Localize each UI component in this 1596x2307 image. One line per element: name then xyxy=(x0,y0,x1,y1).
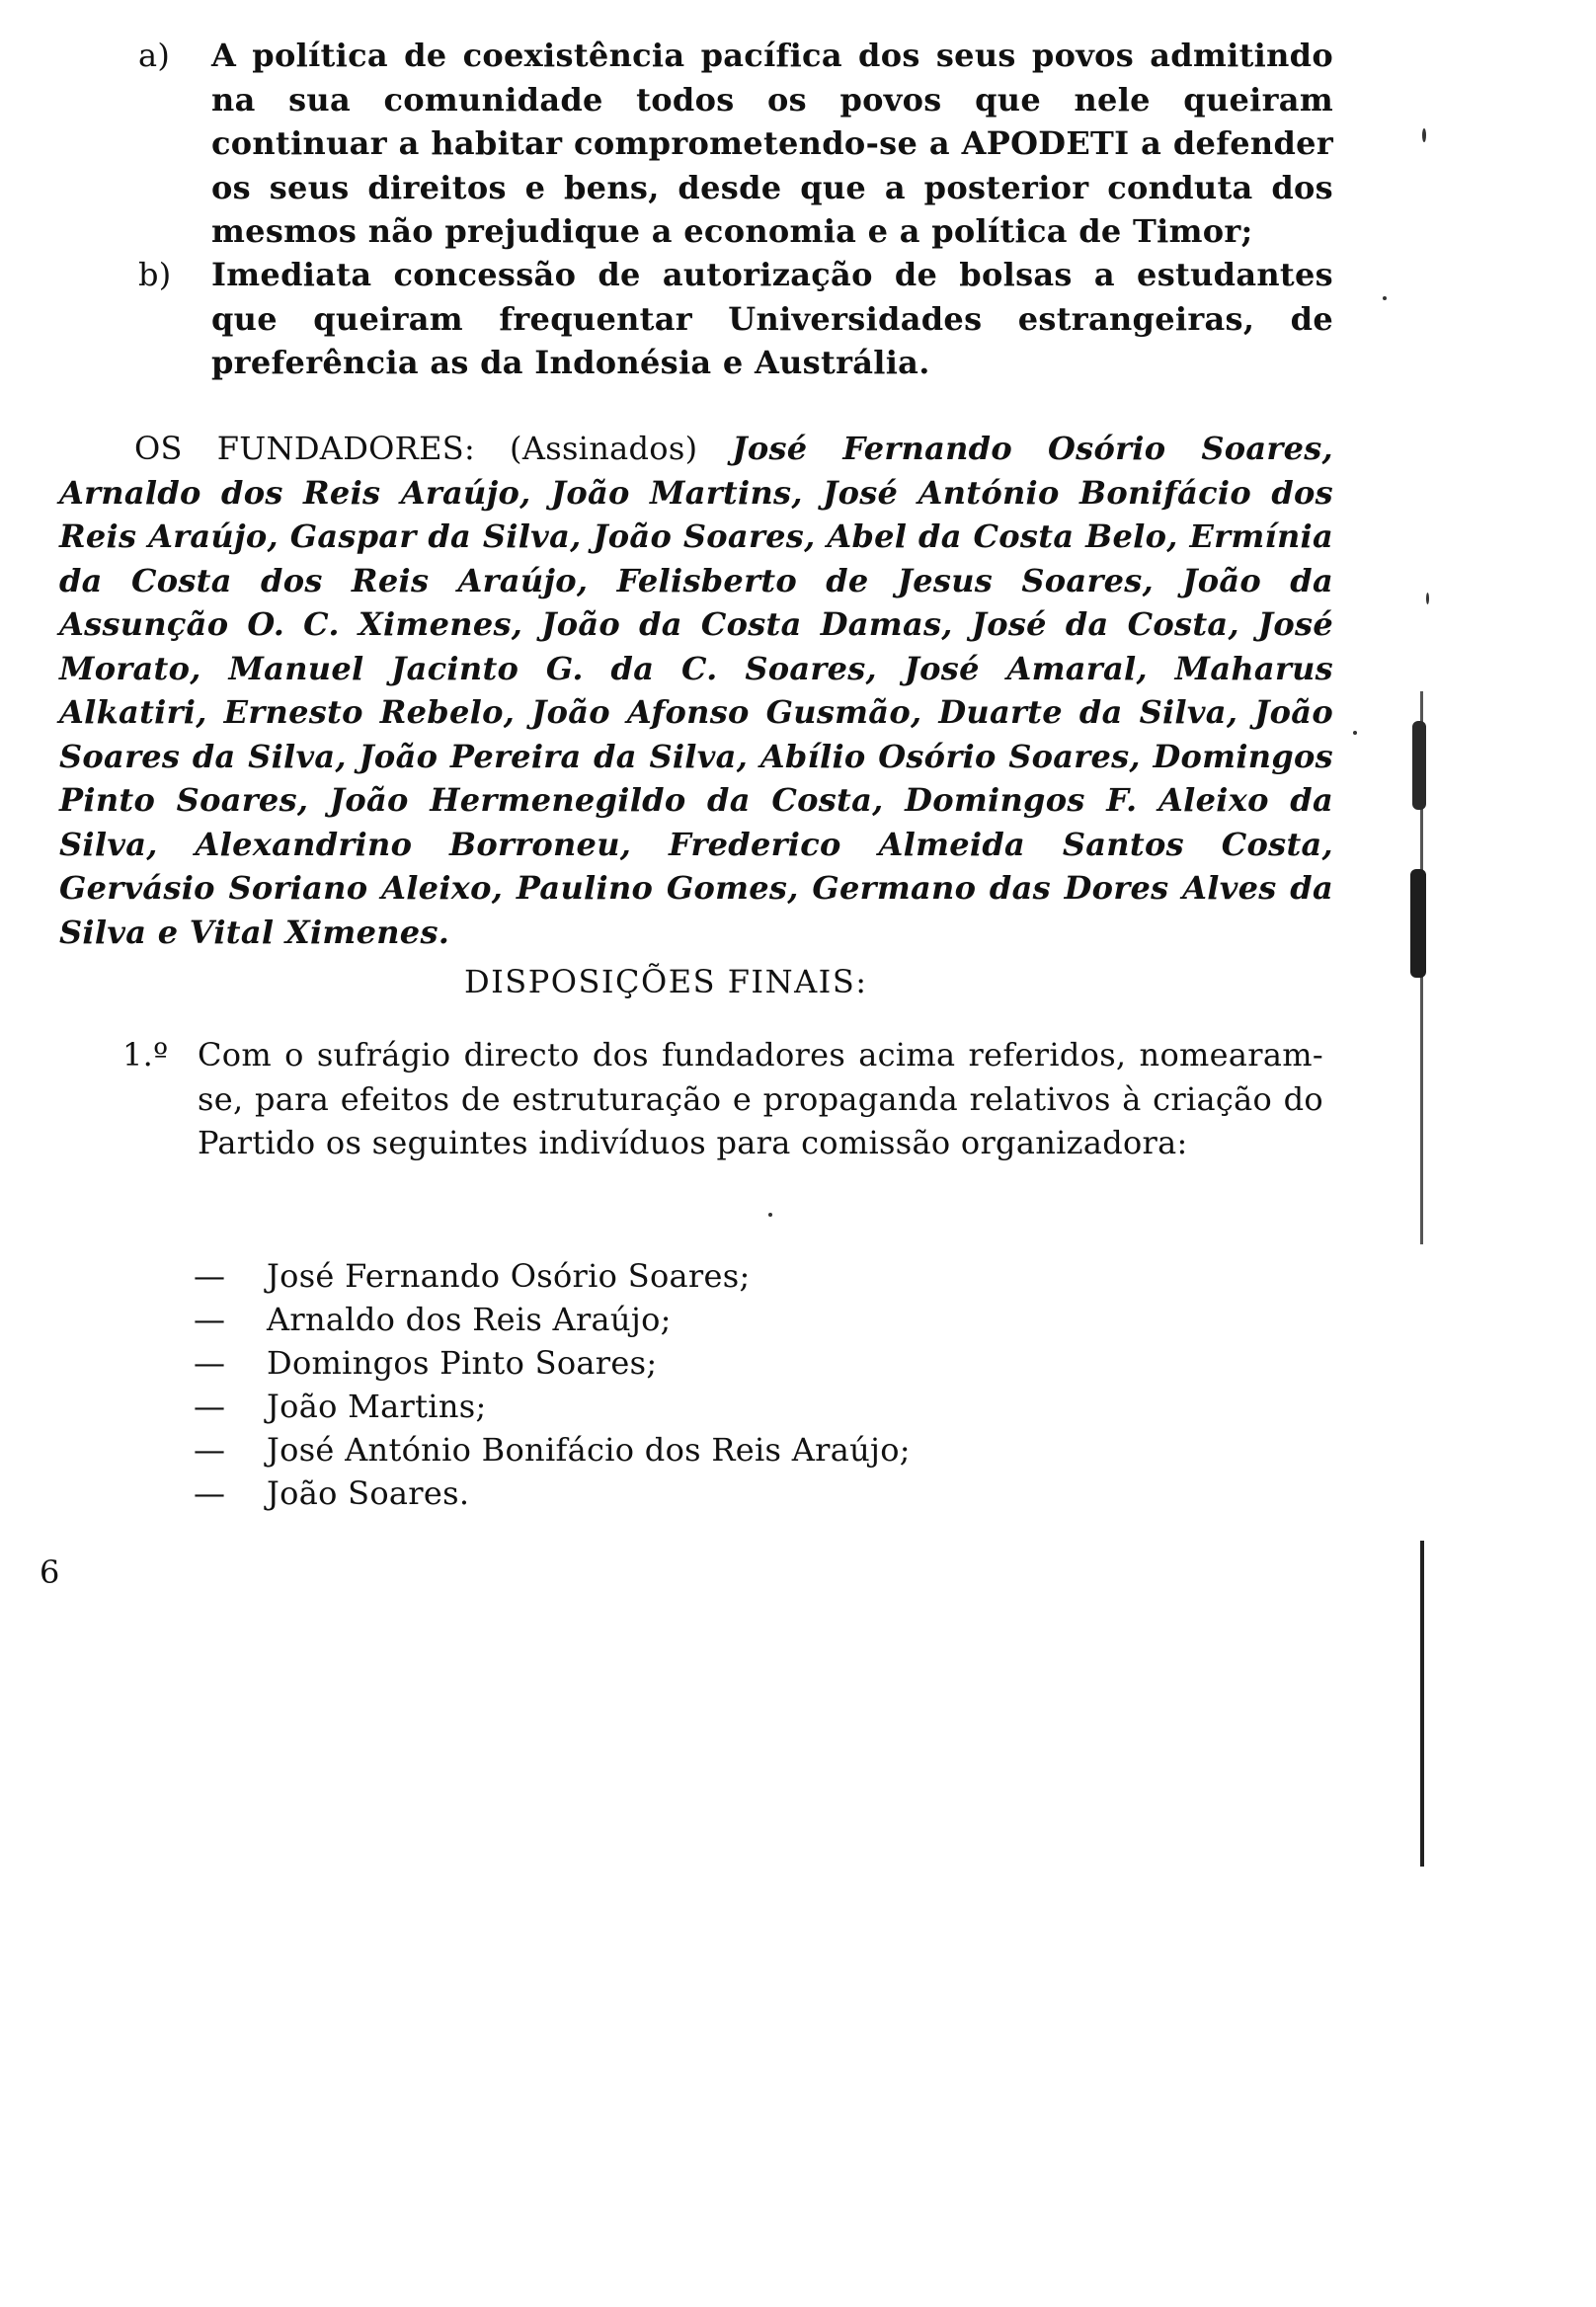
dash-mark: — xyxy=(194,1431,226,1469)
list-item-text: A política de coexistência pacífica dos seus povos admitindo na sua comunidade todos os povos que nele queiram continuar a habitar comprometendo-se a APODETI a defender os seus direitos e bens, desde que a posterior conduta dos mesmos não prejudique a economia e a política de Timor; xyxy=(211,37,1333,250)
committee-member xyxy=(194,1298,1082,1341)
dash-mark: — xyxy=(194,1301,226,1338)
section-heading: DISPOSIÇÕES FINAIS: xyxy=(464,963,868,1000)
scan-speck xyxy=(1383,296,1387,300)
committee-member-name: João Soares. xyxy=(267,1474,470,1512)
scan-speck xyxy=(1353,731,1357,735)
committee-member-name: Arnaldo dos Reis Araújo; xyxy=(267,1301,672,1338)
list-item-b xyxy=(138,253,1333,391)
scan-speck xyxy=(768,1213,772,1217)
dash-mark: — xyxy=(194,1257,226,1295)
dash-mark: — xyxy=(194,1344,226,1382)
committee-member xyxy=(194,1472,1082,1515)
committee-member xyxy=(194,1254,1082,1298)
page-number: 6 xyxy=(40,1553,60,1591)
binding-edge-shadow xyxy=(1402,0,1442,1857)
dash-mark: — xyxy=(194,1474,226,1512)
final-provision-label: 1.º xyxy=(122,1036,169,1074)
final-provision-text: Com o sufrágio directo dos fundadores acima referidos, nomearam-se, para efeitos de estruturação e propaganda relativos à criação do Partido os seguintes indivíduos para comissão organizadora: xyxy=(198,1036,1323,1161)
committee-member-name: José António Bonifácio dos Reis Araújo; xyxy=(267,1431,911,1469)
founders-lead: OS FUNDADORES: (Assinados) xyxy=(134,430,698,467)
committee-member xyxy=(194,1341,1082,1385)
committee-member-name: Domingos Pinto Soares; xyxy=(267,1344,658,1382)
list-item-text: Imediata concessão de autorização de bolsas a estudantes que queiram frequentar Universidades estrangeiras, de preferência as da Indonésia e Austrália. xyxy=(211,256,1333,381)
committee-member xyxy=(194,1428,1082,1472)
list-item-a xyxy=(138,34,1333,261)
committee-member-name: João Martins; xyxy=(267,1388,487,1425)
list-item-label: b) xyxy=(138,256,172,293)
dash-mark: — xyxy=(194,1388,226,1425)
committee-list xyxy=(194,1254,1082,1515)
committee-member-name: José Fernando Osório Soares; xyxy=(267,1257,751,1295)
committee-member xyxy=(194,1385,1082,1428)
founders-paragraph xyxy=(59,427,1333,954)
list-item-label: a) xyxy=(138,37,171,74)
founders-names: José Fernando Osório Soares, Arnaldo dos Reis Araújo, João Martins, José António Bonifácio dos Reis Araújo, Gaspar da Silva, João Soares, Abel da Costa Belo, Ermínia da Costa dos Reis Araújo, Felisberto de Jesus Soares, João da Assunção O. C. Ximenes, João da Costa Damas, José da Costa, José Morato, Manuel Jacinto G. da C. Soares, José Amaral, Maharus Alkatiri, Ernesto Rebelo, João Afonso Gusmão, Duarte da Silva, João Soares da Silva, João Pereira da Silva, Abílio Osório Soares, Domingos Pinto Soares, João Hermenegildo da Costa, Domingos F. Aleixo da Silva, Alexandrino Borroneu, Frederico Almeida Santos Costa, Gervásio Soriano Aleixo, Paulino Gomes, Germano das Dores Alves da Silva e Vital Ximenes. xyxy=(59,430,1333,951)
